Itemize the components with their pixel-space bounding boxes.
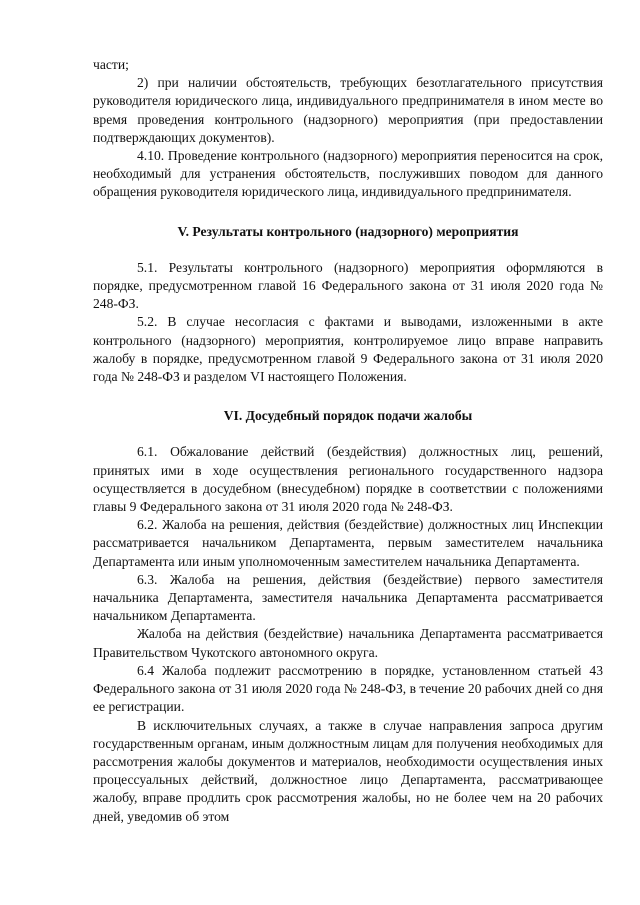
section-5-heading: V. Результаты контрольного (надзорного) мероприятия xyxy=(177,223,519,239)
section-6-heading: VI. Досудебный порядок подачи жалобы xyxy=(223,408,473,424)
spacer xyxy=(93,425,603,443)
paragraph-4-10: 4.10. Проведение контрольного (надзорного) мероприятия переносится на срок, необходимый для устранения обстоятельств, послуживших поводом для данного обращения руководителя юридического лица, индивидуального предпринимателя. xyxy=(93,148,603,200)
paragraph-5-1: 5.1. Результаты контрольного (надзорного) мероприятия оформляются в порядке, предусмотренном главой 16 Федерального закона от 31 июля 2020 года № 248-ФЗ. xyxy=(93,259,603,312)
paragraph-continuation: части; xyxy=(93,57,129,72)
paragraph-item-2: 2) при наличии обстоятельств, требующих безотлагательного присутствия руководителя юридического лица, индивидуального предпринимателя в ином месте во время проведения контрольного (надзорного) мероприятия (при предоставлении подтверждающих документов). xyxy=(93,75,603,145)
paragraph-6-2: 6.2. Жалоба на решения, действия (бездействие) должностных лиц Инспекции рассматривается начальником Департамента, первым заместителем начальника Департамента или иным уполномоченным заместителем начальника Департамента. xyxy=(93,517,603,569)
paragraph-exceptional-cases: В исключительных случаях, а также в случае направления запроса другим государственным органам, иным должностным лицам для получения необходимых для рассмотрения жалобы документов и материалов, необходимости осуществления иных процессуальных действий, должностное лицо Департамента, рассматривающее жалобу, вправе продлить срок рассмотрения жалобы, но не более чем на 20 рабочих дней, уведомив об этом xyxy=(93,717,603,824)
spacer xyxy=(93,241,603,259)
paragraph-5-2: 5.2. В случае несогласия с фактами и выводами, изложенными в акте контрольного (надзорного) мероприятия, контролируемое лицо вправе направить жалобу в порядке, предусмотренном главой 9 Федерального закона от 31 июля 2020 года № 248-ФЗ и разделом VI настоящего Положения. xyxy=(93,314,603,385)
document-page xyxy=(93,56,603,826)
spacer xyxy=(93,202,603,223)
paragraph-6-4: 6.4 Жалоба подлежит рассмотрению в порядке, установленном статьей 43 Федерального закона от 31 июля 2020 года № 248-ФЗ, в течение 20 рабочих дней со дня ее регистрации. xyxy=(93,662,603,715)
paragraph-6-3: 6.3. Жалоба на решения, действия (бездействие) первого заместителя начальника Департамента, заместителя начальника Департамента рассматривается начальником Департамента. xyxy=(93,571,603,624)
paragraph-6-3-continued: Жалоба на действия (бездействие) начальника Департамента рассматривается Правительством Чукотского автономного округа. xyxy=(93,626,603,660)
paragraph-6-1: 6.1. Обжалование действий (бездействия) должностных лиц, решений, принятых ими в ходе осуществления регионального государственного надзора осуществляется в досудебном (внесудебном) порядке в соответствии с положениями главы 9 Федерального закона от 31 июля 2020 года № 248-ФЗ. xyxy=(93,444,603,515)
spacer xyxy=(93,386,603,407)
